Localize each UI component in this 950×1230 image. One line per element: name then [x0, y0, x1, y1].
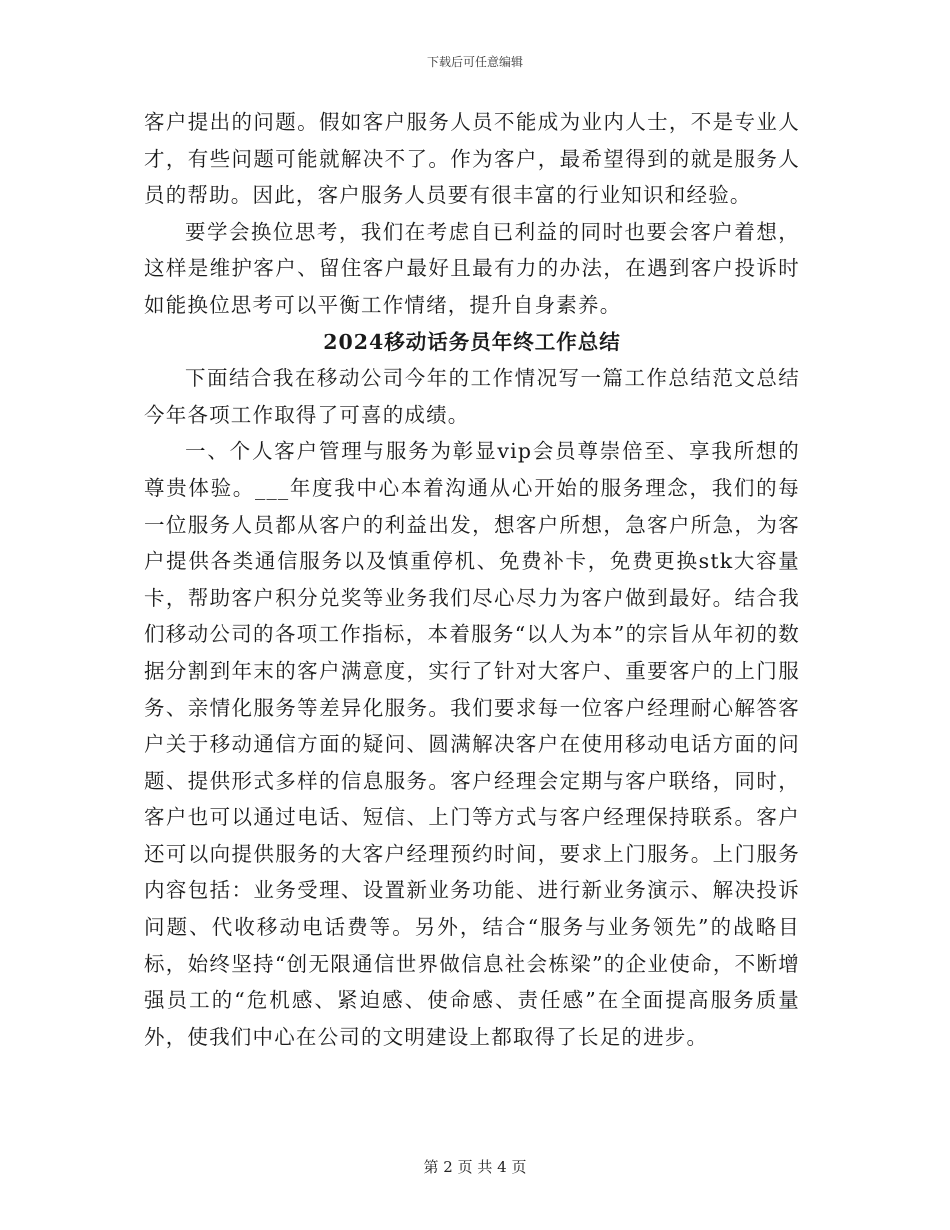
page-header: 下载后可任意编辑 [426, 55, 523, 69]
paragraph: 一、个人客户管理与服务为彰显vip会员尊崇倍至、享我所想的尊贵体验。___年度我中心本着沟通从心开始的服务理念，我们的每一位服务人员都从客户的利益出发，想客户所想，急客户所急，为客户提供各类通信服务以及慎重停机、免费补卡，免费更换stk大容量卡，帮助客户积分兑奖等业务我们尽心尽力为客户做到最好。结合我们移动公司的各项工作指标，本着服务“以人为本”的宗旨从年初的数据分割到年末的客户满意度，实行了针对大客户、重要客户的上门服务、亲情化服务等差异化服务。我们要求每一位客户经理耐心解答客户关于移动通信方面的疑问、圆满解决客户在使用移动电话方面的问题、提供形式多样的信息服务。客户经理会定期与客户联络，同时，客户也可以通过电话、短信、上门等方式与客户经理保持联系。客户还可以向提供服务的大客户经理预约时间，要求上门服务。上门服务内容包括：业务受理、设置新业务功能、进行新业务演示、解决投诉问题、代收移动电话费等。另外，结合“服务与业务领先”的战略目标，始终坚持“创无限通信世界做信息社会栋梁”的企业使命，不断增强员工的“危机感、紧迫感、使命感、责任感”在全面提高服务质量外，使我们中心在公司的文明建设上都取得了长足的进步。 [144, 439, 800, 1049]
page-footer: 第 2 页 共 4 页 [423, 1158, 527, 1176]
paragraph: 要学会换位思考，我们在考虑自已利益的同时也要会客户着想，这样是维护客户、留住客户最好且最有力的办法，在遇到客户投诉时如能换位思考可以平衡工作情绪，提升自身素养。 [144, 219, 800, 317]
section-title: 2024移动话务员年终工作总结 [323, 329, 621, 354]
document-body [144, 104, 800, 1055]
paragraph: 客户提出的问题。假如客户服务人员不能成为业内人士，不是专业人才，有些问题可能就解决不了。作为客户，最希望得到的就是服务人员的帮助。因此，客户服务人员要有很丰富的行业知识和经验。 [144, 110, 800, 208]
paragraph: 下面结合我在移动公司今年的工作情况写一篇工作总结范文总结今年各项工作取得了可喜的成绩。 [144, 366, 800, 427]
